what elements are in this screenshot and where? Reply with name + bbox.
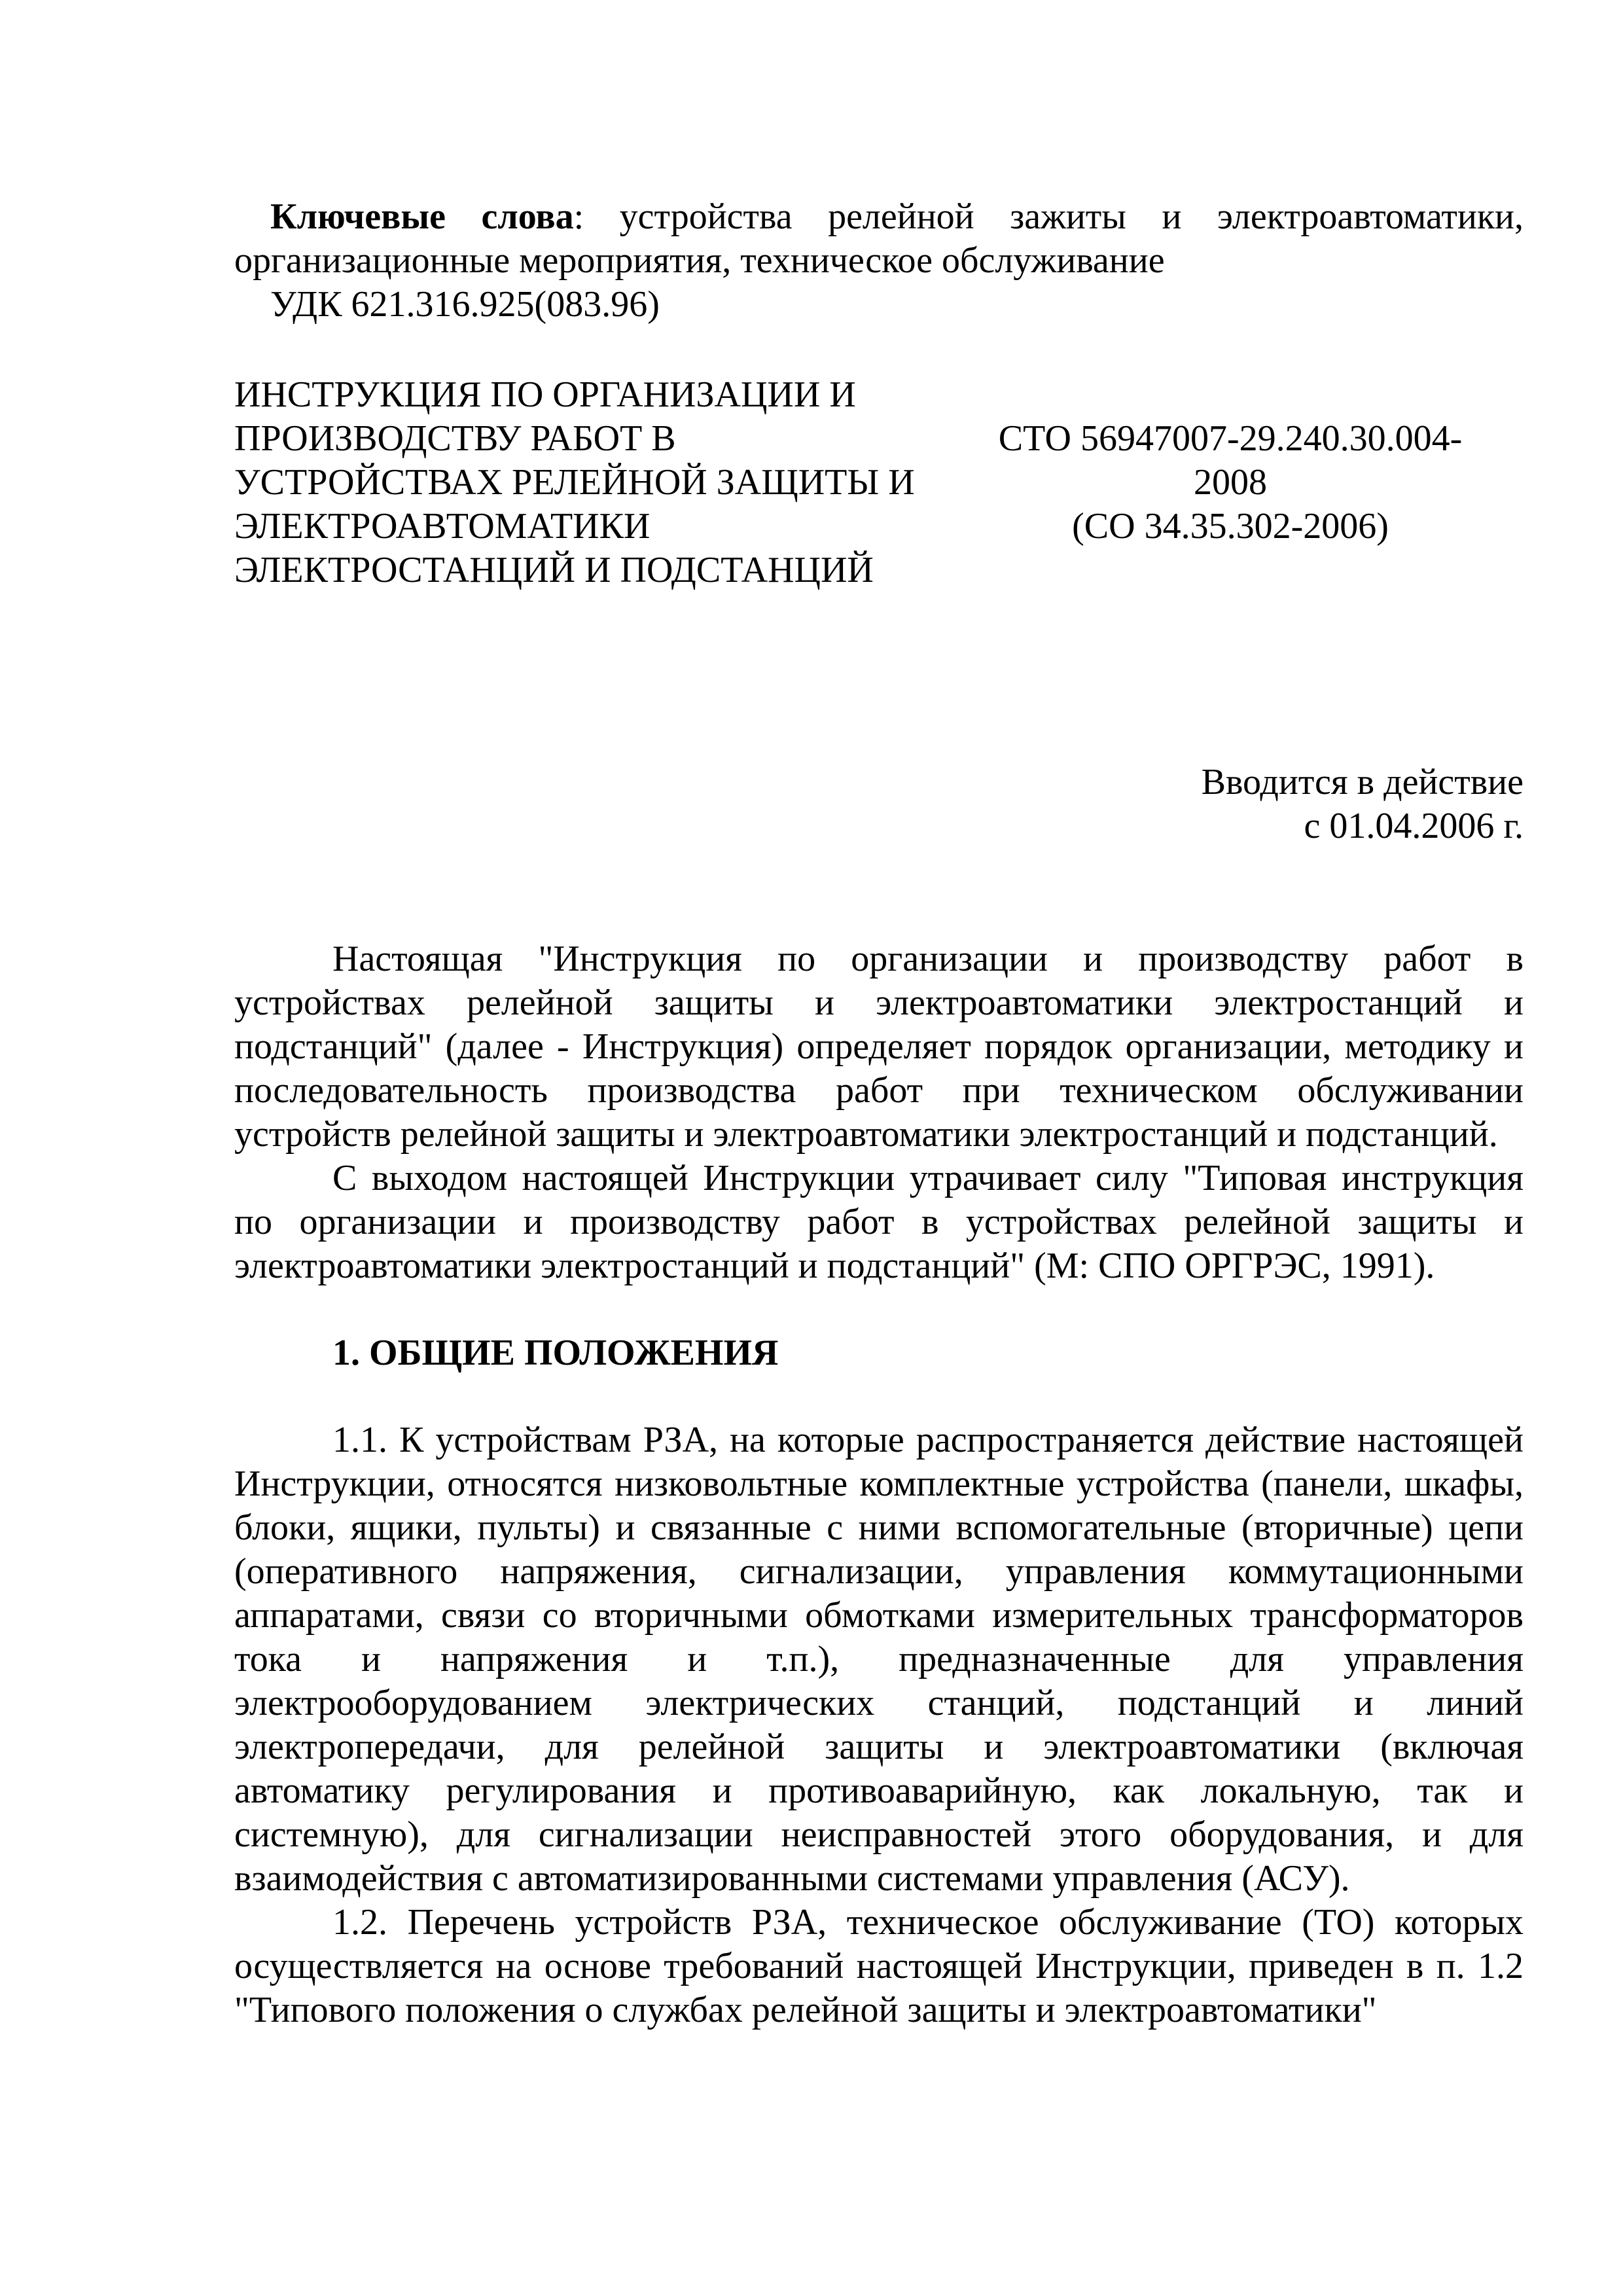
title-line: ИНСТРУКЦИЯ ПО ОРГАНИЗАЦИИ И: [234, 374, 856, 415]
effective-label: Вводится в действие: [1201, 762, 1524, 802]
title-line: ЭЛЕКТРОСТАНЦИЙ И ПОДСТАНЦИЙ: [234, 550, 874, 590]
effective-value: с 01.04.2006 г.: [1304, 806, 1524, 846]
keywords-block: [234, 195, 1524, 283]
standard-code-old: (СО 34.35.302-2006): [1072, 506, 1389, 547]
keywords-colon: :: [573, 196, 584, 237]
standard-code-year: 2008: [1194, 462, 1267, 503]
effective-date: [1202, 761, 1524, 848]
keywords-text: устройства релейной зажиты и электроавтоматики,: [584, 196, 1524, 237]
section-heading: 1. ОБЩИЕ ПОЛОЖЕНИЯ: [332, 1333, 779, 1373]
document-body: [234, 937, 1524, 2032]
keywords-line-1: [234, 195, 1524, 239]
title-line: ПРОИЗВОДСТВУ РАБОТ В: [234, 418, 676, 459]
document-title: [234, 373, 993, 592]
title-line: ЭЛЕКТРОАВТОМАТИКИ: [234, 506, 651, 547]
clause-1-1: 1.1. К устройствам РЗА, на которые распространяется действие настоящей Инструкции, относятся низковольтные комплектные устройства (панели, шкафы, блоки, ящики, пульты) и связанные с ними вспомогательные (вторичные) цепи (оперативного напряжения, сигнализации, управления коммутационными аппаратами, связи со вторичными обмотками измерительных трансформаторов тока и напряжения и т.п.), предназначенные для управления электрооборудованием электрических станций, подстанций и линий электропередачи, для релейной защиты и электроавтоматики (включая автоматику регулирования и противоаварийную, как локальную, так и системную), для сигнализации неисправностей этого оборудования, и для взаимодействия с автоматизированными системами управления (АСУ).: [234, 1420, 1524, 1899]
title-line: УСТРОЙСТВАХ РЕЛЕЙНОЙ ЗАЩИТЫ И: [234, 462, 915, 503]
keywords-line-2: организационные мероприятия, техническое обслуживание: [234, 240, 1165, 281]
standard-code-line: СТО 56947007-29.240.30.004-: [998, 418, 1463, 459]
clause-1-2: 1.2. Перечень устройств РЗА, техническое обслуживание (ТО) которых осуществляется на основе требований настоящей Инструкции, приведен в п. 1.2 "Типового положения о службах релейной защиты и электроавтоматики": [234, 1902, 1524, 2030]
standard-code: [969, 417, 1492, 548]
udk-code: УДК 621.316.925(083.96): [270, 284, 660, 325]
keywords-label: Ключевые слова: [270, 196, 574, 237]
intro-paragraph: Настоящая "Инструкция по организации и производству работ в устройствах релейной защиты и электроавтоматики электростанций и подстанций" (далее - Инструкция) определяет порядок организации, методику и последовательность производства работ при техническом обслуживании устройств релейной защиты и электроавтоматики электростанций и подстанций.: [234, 939, 1524, 1155]
supersedes-paragraph: С выходом настоящей Инструкции утрачивает силу "Типовая инструкция по организации и производству работ в устройствах релейной защиты и электроавтоматики электростанций и подстанций" (М: СПО ОРГРЭС, 1991).: [234, 1158, 1524, 1286]
